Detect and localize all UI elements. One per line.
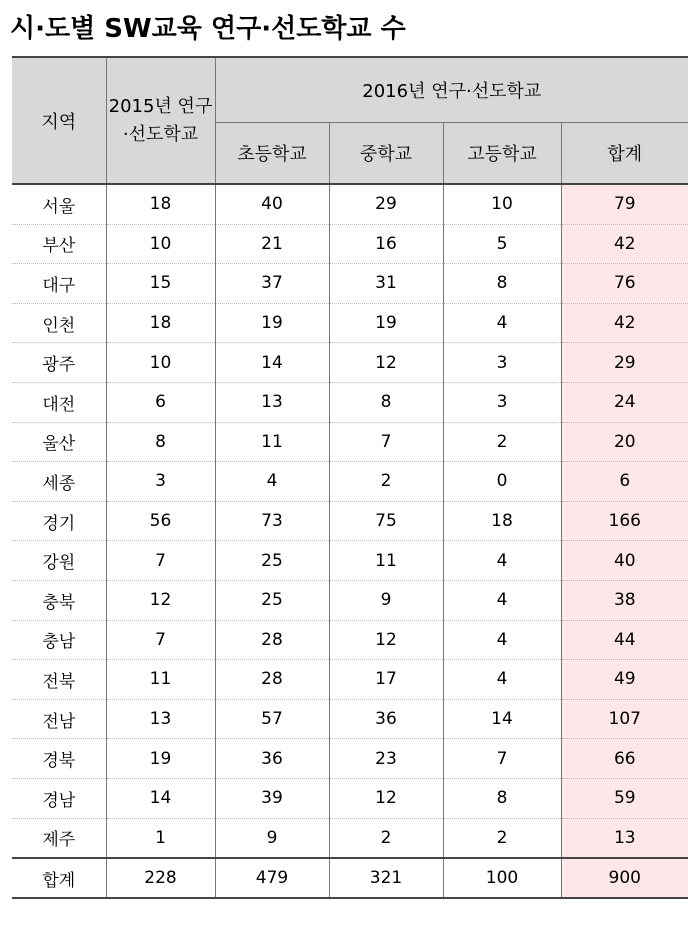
cell-middle: 31: [329, 264, 443, 304]
cell-middle: 12: [329, 343, 443, 383]
table-row: [12, 303, 688, 343]
cell-region: 경기: [12, 501, 106, 541]
cell-middle: 36: [329, 699, 443, 739]
cell-middle: 23: [329, 739, 443, 779]
table-row: [12, 739, 688, 779]
cell-middle: 11: [329, 541, 443, 581]
cell-elementary: 40: [215, 184, 329, 224]
totals-row: [12, 858, 688, 898]
cell-middle: 29: [329, 184, 443, 224]
cell-region: 경북: [12, 739, 106, 779]
totals-middle: 321: [329, 858, 443, 898]
cell-middle: 12: [329, 620, 443, 660]
cell-total: 40: [561, 541, 688, 581]
cell-high: 3: [443, 382, 561, 422]
cell-2015: 1: [106, 818, 215, 858]
cell-2015: 10: [106, 224, 215, 264]
cell-total: 59: [561, 778, 688, 818]
table-row: [12, 343, 688, 383]
cell-elementary: 25: [215, 541, 329, 581]
cell-total: 76: [561, 264, 688, 304]
totals-elementary: 479: [215, 858, 329, 898]
cell-region: 세종: [12, 462, 106, 502]
cell-high: 8: [443, 264, 561, 304]
totals-high: 100: [443, 858, 561, 898]
table-row: [12, 264, 688, 304]
cell-2015: 15: [106, 264, 215, 304]
cell-high: 18: [443, 501, 561, 541]
table-row: [12, 224, 688, 264]
header-2015: 2015년 연구·선도학교: [106, 57, 215, 184]
cell-2015: 3: [106, 462, 215, 502]
cell-total: 13: [561, 818, 688, 858]
header-middle: 중학교: [329, 123, 443, 185]
schools-table: [12, 56, 688, 899]
cell-elementary: 57: [215, 699, 329, 739]
totals-label: 합계: [12, 858, 106, 898]
cell-2015: 7: [106, 620, 215, 660]
cell-elementary: 13: [215, 382, 329, 422]
cell-high: 14: [443, 699, 561, 739]
cell-region: 전남: [12, 699, 106, 739]
cell-region: 서울: [12, 184, 106, 224]
cell-elementary: 28: [215, 620, 329, 660]
cell-2015: 14: [106, 778, 215, 818]
cell-2015: 18: [106, 184, 215, 224]
table-row: [12, 620, 688, 660]
cell-total: 66: [561, 739, 688, 779]
table-row: [12, 541, 688, 581]
cell-total: 49: [561, 660, 688, 700]
cell-region: 인천: [12, 303, 106, 343]
cell-high: 5: [443, 224, 561, 264]
cell-total: 29: [561, 343, 688, 383]
cell-high: 8: [443, 778, 561, 818]
totals-2015: 228: [106, 858, 215, 898]
cell-region: 광주: [12, 343, 106, 383]
cell-high: 4: [443, 620, 561, 660]
cell-elementary: 25: [215, 580, 329, 620]
cell-elementary: 4: [215, 462, 329, 502]
cell-elementary: 14: [215, 343, 329, 383]
table-row: [12, 660, 688, 700]
table-row: [12, 818, 688, 858]
cell-high: 4: [443, 660, 561, 700]
cell-2015: 7: [106, 541, 215, 581]
cell-elementary: 39: [215, 778, 329, 818]
cell-elementary: 19: [215, 303, 329, 343]
cell-high: 10: [443, 184, 561, 224]
table-row: [12, 778, 688, 818]
cell-2015: 12: [106, 580, 215, 620]
cell-middle: 2: [329, 818, 443, 858]
totals-total: 900: [561, 858, 688, 898]
table-row: [12, 184, 688, 224]
cell-2015: 18: [106, 303, 215, 343]
cell-region: 제주: [12, 818, 106, 858]
cell-middle: 12: [329, 778, 443, 818]
table-row: [12, 580, 688, 620]
cell-total: 79: [561, 184, 688, 224]
cell-middle: 17: [329, 660, 443, 700]
table-row: [12, 699, 688, 739]
cell-2015: 6: [106, 382, 215, 422]
cell-region: 경남: [12, 778, 106, 818]
cell-high: 4: [443, 580, 561, 620]
cell-high: 0: [443, 462, 561, 502]
cell-2015: 11: [106, 660, 215, 700]
cell-middle: 2: [329, 462, 443, 502]
page-title: 시·도별 SW교육 연구·선도학교 수: [10, 14, 406, 44]
cell-2015: 8: [106, 422, 215, 462]
cell-elementary: 28: [215, 660, 329, 700]
table-row: [12, 462, 688, 502]
cell-elementary: 21: [215, 224, 329, 264]
header-total: 합계: [561, 123, 688, 185]
cell-total: 6: [561, 462, 688, 502]
cell-total: 20: [561, 422, 688, 462]
header-high: 고등학교: [443, 123, 561, 185]
cell-total: 107: [561, 699, 688, 739]
cell-region: 강원: [12, 541, 106, 581]
cell-high: 4: [443, 303, 561, 343]
cell-high: 2: [443, 818, 561, 858]
cell-2015: 56: [106, 501, 215, 541]
table-row: [12, 382, 688, 422]
table-row: [12, 422, 688, 462]
cell-region: 전북: [12, 660, 106, 700]
cell-high: 4: [443, 541, 561, 581]
cell-2015: 19: [106, 739, 215, 779]
cell-elementary: 36: [215, 739, 329, 779]
cell-middle: 7: [329, 422, 443, 462]
cell-high: 2: [443, 422, 561, 462]
cell-region: 충북: [12, 580, 106, 620]
cell-elementary: 37: [215, 264, 329, 304]
cell-2015: 13: [106, 699, 215, 739]
cell-total: 38: [561, 580, 688, 620]
cell-middle: 16: [329, 224, 443, 264]
cell-middle: 75: [329, 501, 443, 541]
cell-high: 3: [443, 343, 561, 383]
cell-high: 7: [443, 739, 561, 779]
header-elementary: 초등학교: [215, 123, 329, 185]
cell-total: 42: [561, 224, 688, 264]
cell-total: 166: [561, 501, 688, 541]
cell-region: 부산: [12, 224, 106, 264]
cell-elementary: 11: [215, 422, 329, 462]
cell-elementary: 73: [215, 501, 329, 541]
cell-region: 충남: [12, 620, 106, 660]
cell-total: 42: [561, 303, 688, 343]
cell-region: 대전: [12, 382, 106, 422]
cell-total: 44: [561, 620, 688, 660]
cell-2015: 10: [106, 343, 215, 383]
cell-middle: 9: [329, 580, 443, 620]
cell-total: 24: [561, 382, 688, 422]
table-row: [12, 501, 688, 541]
header-2016: 2016년 연구·선도학교: [215, 57, 688, 123]
cell-elementary: 9: [215, 818, 329, 858]
cell-region: 대구: [12, 264, 106, 304]
cell-middle: 19: [329, 303, 443, 343]
cell-region: 울산: [12, 422, 106, 462]
cell-middle: 8: [329, 382, 443, 422]
header-region: 지역: [12, 57, 106, 184]
